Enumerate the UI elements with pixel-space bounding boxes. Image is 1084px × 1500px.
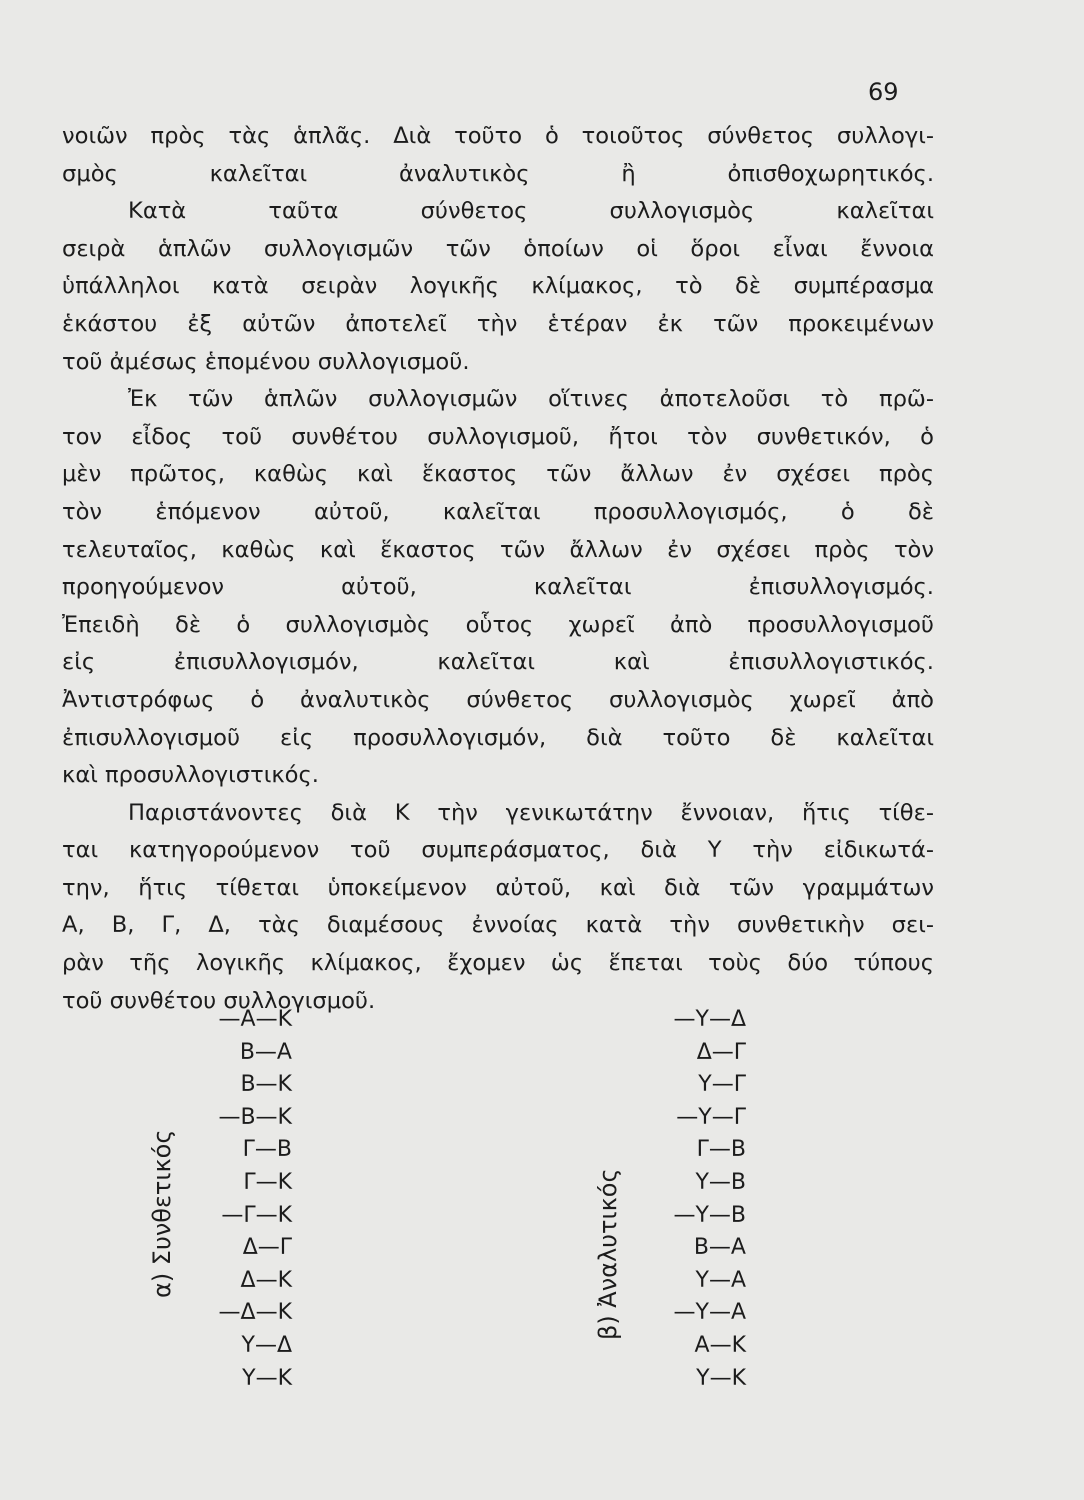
schema-a-row: Β—Κ: [240, 1072, 292, 1098]
text-line: ται κατηγορούμενον τοῦ συμπεράσματος, διὰ Υ τὴν εἰδικωτά-: [62, 837, 934, 864]
text-line: νοιῶν πρὸς τὰς ἁπλᾶς. Διὰ τοῦτο ὁ τοιοῦτος σύνθετος συλλογι-: [62, 123, 934, 149]
schema-b-row: Γ—Β: [696, 1137, 746, 1163]
schema-b-row: Α—Κ: [694, 1332, 746, 1358]
schema-a-row: —Α—Κ: [218, 1007, 292, 1032]
text-line: μὲν πρῶτος, καθὼς καὶ ἕκαστος τῶν ἄλλων ἐν σχέσει πρὸς: [62, 461, 934, 488]
schema-b-row: Υ—Α: [695, 1267, 746, 1293]
schema-b-row: —Υ—Α: [673, 1300, 746, 1326]
schema-a-row: Υ—Δ: [241, 1332, 292, 1358]
schema-a-row: Β—Α: [239, 1039, 292, 1065]
schema-a-row: Γ—Β: [242, 1137, 292, 1163]
text-line: την, ἥτις τίθεται ὑποκείμενον αὐτοῦ, καὶ διὰ τῶν γραμμάτων: [62, 874, 934, 901]
schema-b: [620, 1004, 746, 1395]
schema-a-row: —Δ—Κ: [218, 1300, 292, 1326]
schema-a-label: α) Συνθετικός: [148, 1129, 176, 1298]
text-line: καὶ προσυλλογιστικός.: [62, 762, 319, 789]
schema-b-row: —Υ—Δ: [673, 1007, 746, 1032]
schema-b-label: β) Ἀναλυτικός: [594, 1168, 622, 1340]
text-line: τοῦ ἀμέσως ἑπομένου συλλογισμοῦ.: [62, 348, 470, 375]
text-line: ἑκάστου ἐξ αὐτῶν ἀποτελεῖ τὴν ἑτέραν ἐκ τῶν προκειμένων: [62, 310, 934, 337]
text-line: Ἐκ τῶν ἁπλῶν συλλογισμῶν οἵτινες ἀποτελοῦσι τὸ πρῶ-: [128, 386, 934, 413]
text-line: σειρὰ ἁπλῶν συλλογισμῶν τῶν ὁποίων οἱ ὅροι εἶναι ἔννοια: [62, 235, 934, 262]
text-line: τον εἶδος τοῦ συνθέτου συλλογισμοῦ, ἤτοι τὸν συνθετικόν, ὁ: [62, 423, 934, 450]
schema-b-row: —Υ—Β: [673, 1202, 746, 1228]
text-line: Κατὰ ταῦτα σύνθετος συλλογισμὸς καλεῖται: [128, 198, 934, 225]
schema-b-row: —Υ—Γ: [676, 1104, 746, 1130]
schema-a-row: Δ—Κ: [240, 1267, 292, 1293]
text-line: Παριστάνοντες διὰ Κ τὴν γενικωτάτην ἔννοιαν, ἥτις τίθε-: [128, 799, 934, 826]
text-line: τὸν ἑπόμενον αὐτοῦ, καλεῖται προσυλλογισμός, ὁ δὲ: [62, 498, 934, 525]
text-line: Α, Β, Γ, Δ, τὰς διαμέσους ἐννοίας κατὰ τὴν συνθετικὴν σει-: [62, 912, 934, 939]
schema-b-row: Δ—Γ: [696, 1039, 746, 1065]
text-line: Ἐπειδὴ δὲ ὁ συλλογισμὸς οὗτος χωρεῖ ἀπὸ προσυλλογισμοῦ: [62, 611, 934, 638]
text-line: προηγούμενον αὐτοῦ, καλεῖται ἐπισυλλογισμός.: [62, 574, 934, 601]
text-line: εἰς ἐπισυλλογισμόν, καλεῖται καὶ ἐπισυλλογιστικός.: [62, 649, 934, 676]
body-text: [62, 118, 934, 1020]
schema-b-row: Υ—Β: [695, 1169, 746, 1195]
text-line: Ἀντιστρόφως ὁ ἀναλυτικὸς σύνθετος συλλογισμὸς χωρεῖ ἀπὸ: [62, 686, 934, 713]
schema-b-row: Υ—Γ: [698, 1072, 746, 1098]
text-line: τελευταῖος, καθὼς καὶ ἕκαστος τῶν ἄλλων ἐν σχέσει πρὸς τὸν: [62, 536, 934, 563]
page-number: 69: [868, 78, 899, 106]
text-line: τοῦ συνθέτου συλλογισμοῦ.: [62, 987, 376, 1014]
schema-b-row: Υ—Κ: [696, 1365, 746, 1391]
text-line: σμὸς καλεῖται ἀναλυτικὸς ἢ ὀπισθοχωρητικός.: [62, 160, 934, 187]
text-line: ἐπισυλλογισμοῦ εἰς προσυλλογισμόν, διὰ τοῦτο δὲ καλεῖται: [62, 724, 934, 751]
schema-a-row: Υ—Κ: [242, 1365, 292, 1391]
schema-a-row: Γ—Κ: [243, 1169, 292, 1195]
schema-a-row: Δ—Γ: [242, 1235, 292, 1261]
schema-a: [180, 1004, 292, 1395]
text-line: ρὰν τῆς λογικῆς κλίμακος, ἔχομεν ὡς ἕπεται τοὺς δύο τύπους: [62, 950, 934, 977]
schema-b-row: Β—Α: [693, 1235, 746, 1261]
text-line: ὑπάλληλοι κατὰ σειρὰν λογικῆς κλίμακος, τὸ δὲ συμπέρασμα: [62, 273, 934, 300]
schema-a-row: —Β—Κ: [218, 1104, 292, 1130]
schema-a-row: —Γ—Κ: [221, 1202, 292, 1228]
